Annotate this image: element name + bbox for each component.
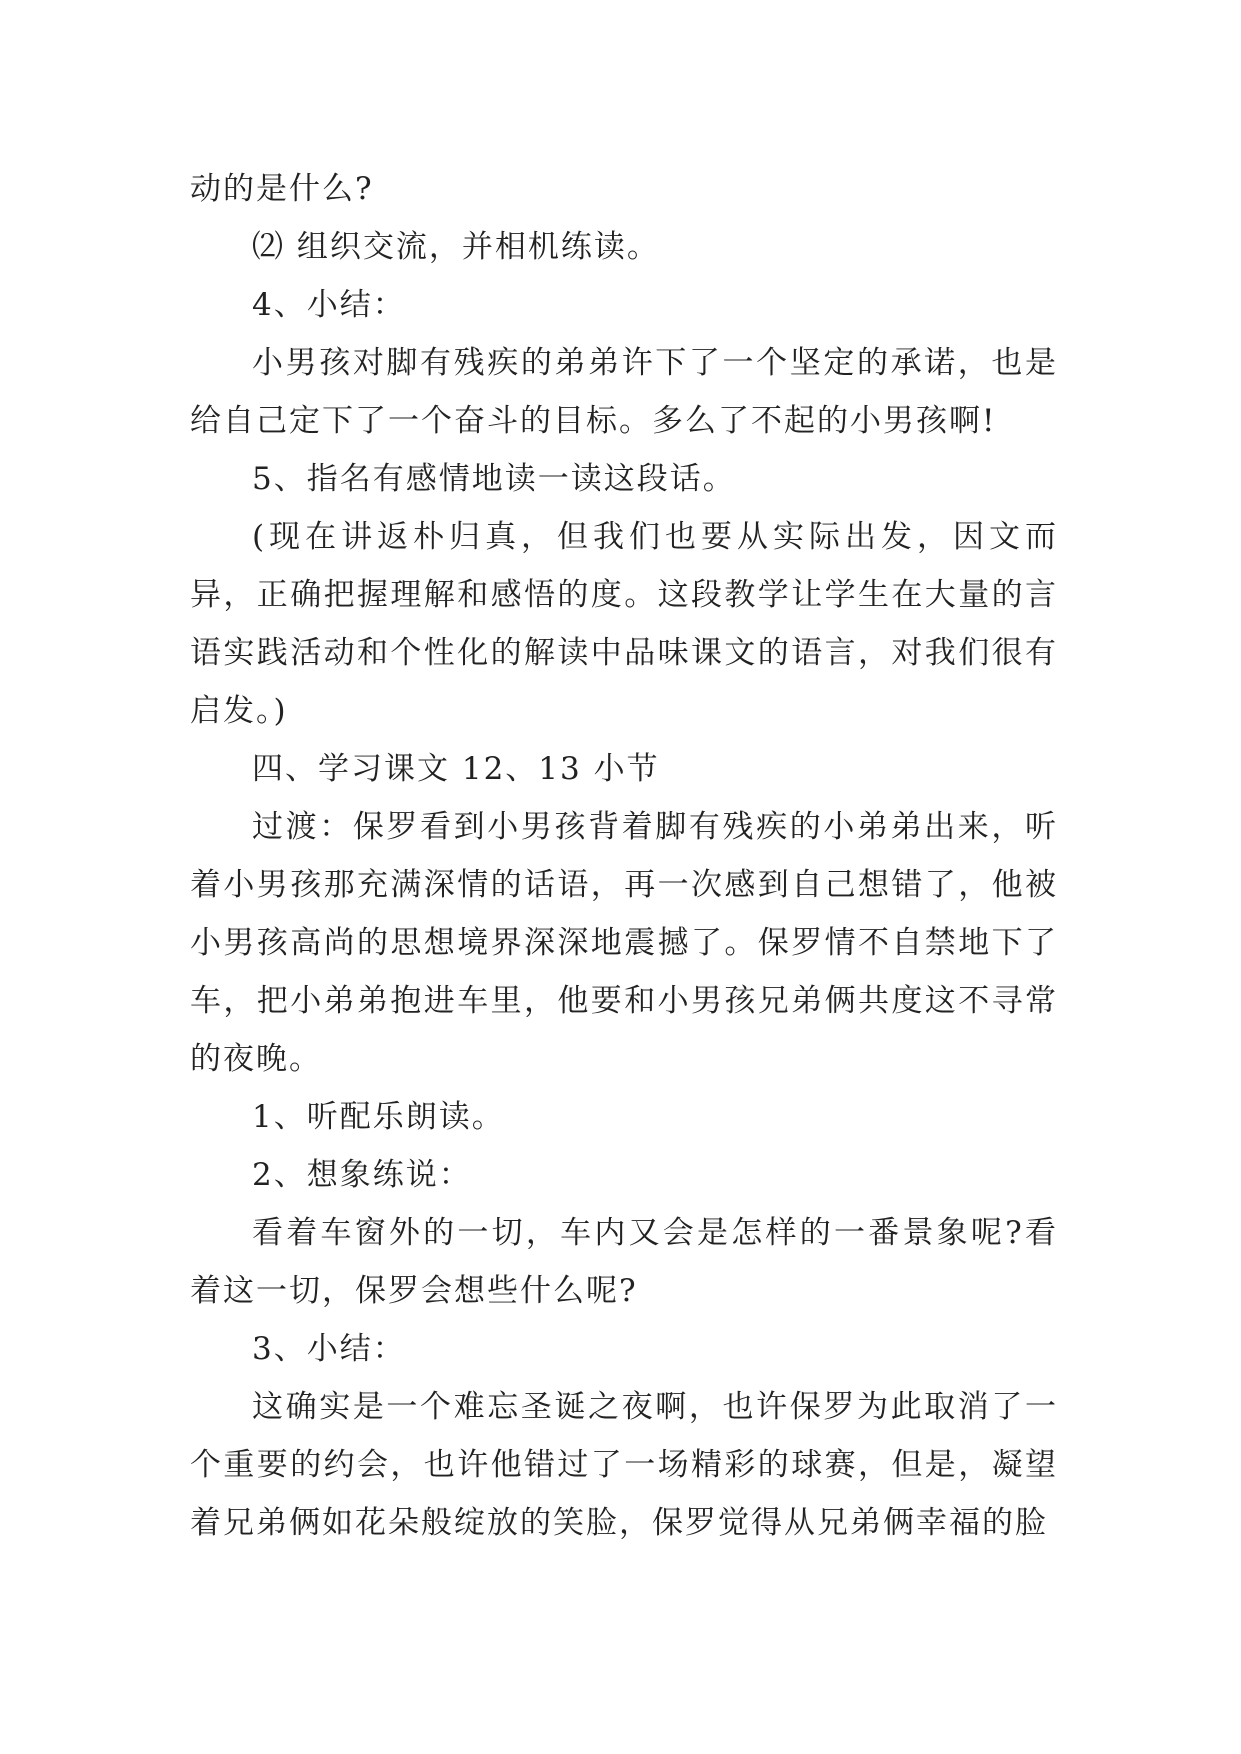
paragraph: 2、想象练说：	[252, 1157, 472, 1193]
paragraph: 看着车窗外的一切，车内又会是怎样的一番景象呢?看着这一切，保罗会想些什么呢?	[190, 1215, 1058, 1309]
paragraph: 这确实是一个难忘圣诞之夜啊，也许保罗为此取消了一个重要的约会，也许他错过了一场精彩的球赛，但是，凝望着兄弟俩如花朵般绽放的笑脸，保罗觉得从兄弟俩幸福的脸	[190, 1389, 1058, 1541]
paragraph: 5、指名有感情地读一读这段话。	[252, 461, 736, 497]
document-body	[190, 160, 1058, 1552]
section-heading: 四、学习课文 12、13 小节	[252, 751, 660, 787]
paragraph: 4、小结：	[252, 287, 406, 323]
paragraph: 3、小结：	[252, 1331, 406, 1367]
paragraph: 小男孩对脚有残疾的弟弟许下了一个坚定的承诺，也是给自己定下了一个奋斗的目标。多么了不起的小男孩啊!	[190, 345, 1058, 439]
paragraph: 过渡：保罗看到小男孩背着脚有残疾的小弟弟出来，听着小男孩那充满深情的话语，再一次感到自己想错了，他被小男孩高尚的思想境界深深地震撼了。保罗情不自禁地下了车，把小弟弟抱进车里，他要和小男孩兄弟俩共度这不寻常的夜晚。	[190, 809, 1058, 1077]
paragraph: 1、听配乐朗读。	[252, 1099, 505, 1135]
paragraph: ⑵ 组织交流，并相机练读。	[252, 229, 660, 265]
paragraph: 动的是什么?	[190, 171, 374, 207]
paragraph: (现在讲返朴归真，但我们也要从实际出发，因文而异，正确把握理解和感悟的度。这段教学让学生在大量的言语实践活动和个性化的解读中品味课文的语言，对我们很有启发。)	[190, 519, 1058, 729]
